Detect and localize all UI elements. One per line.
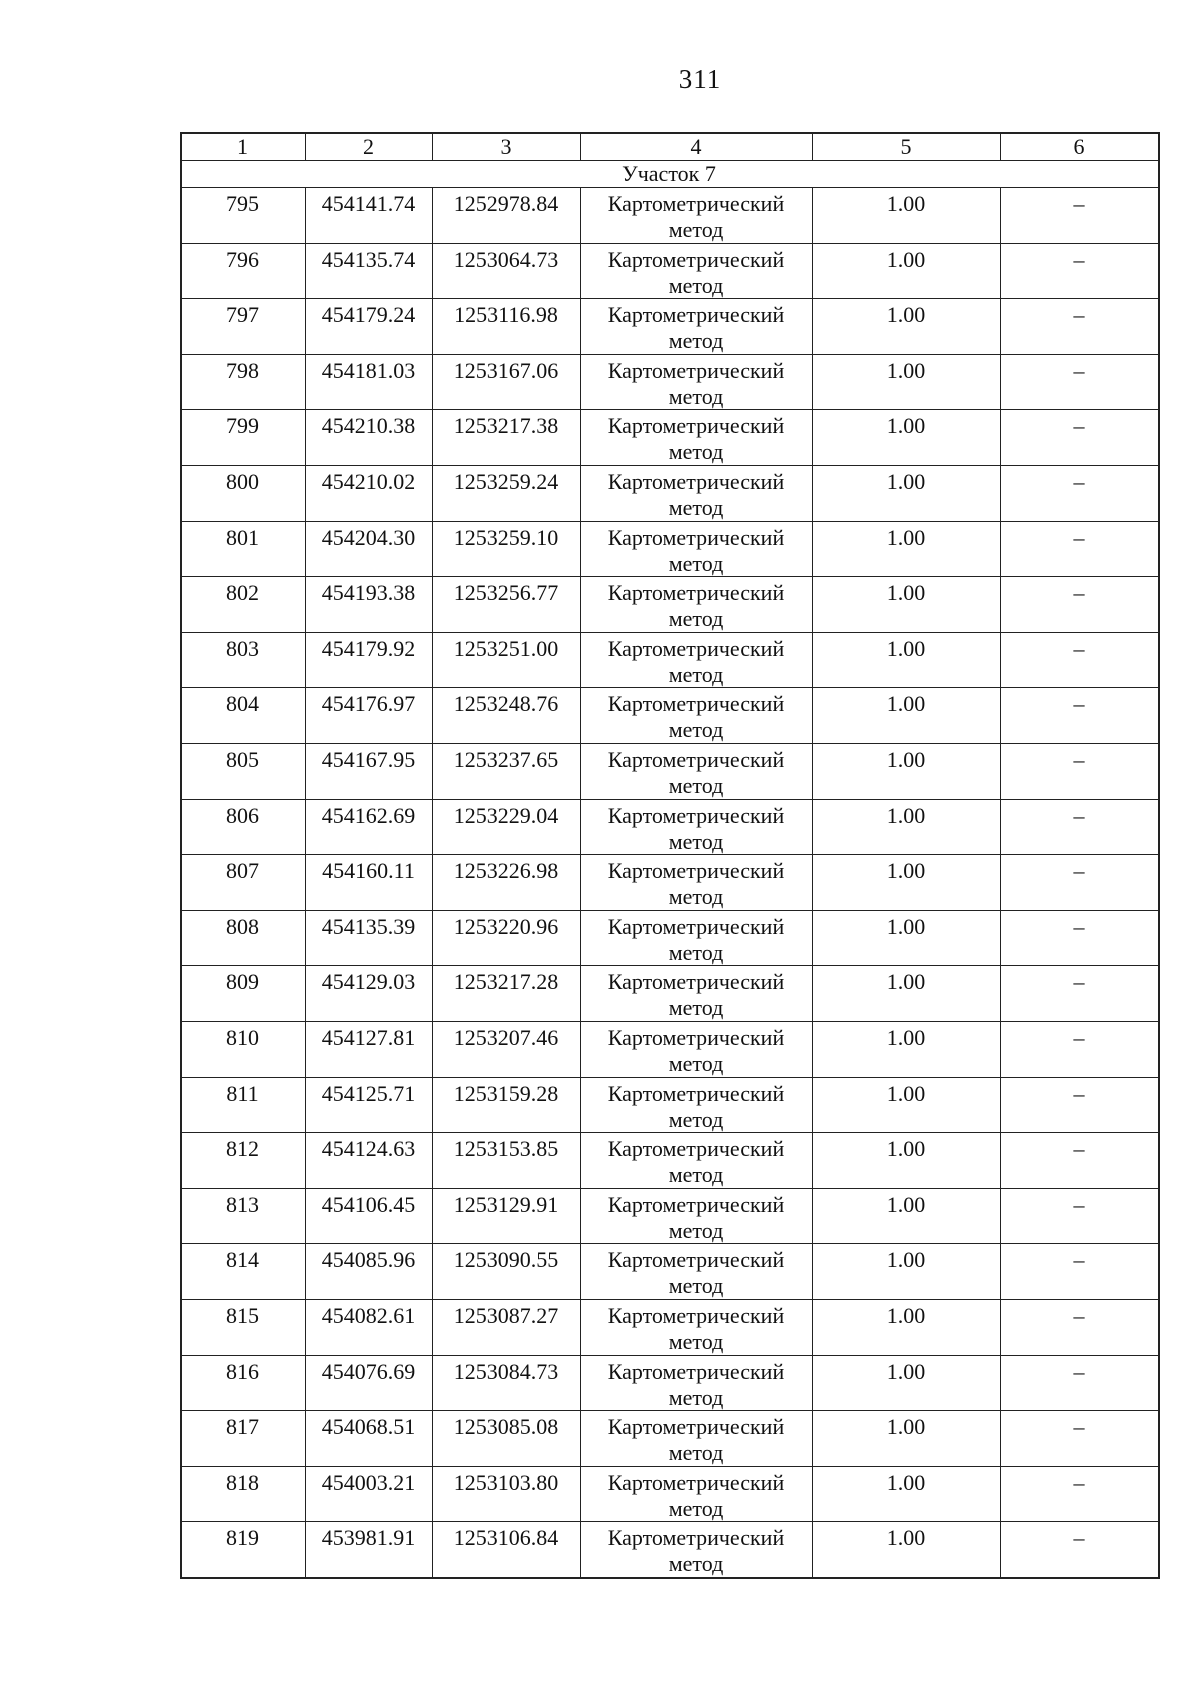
coord-y: 1253087.27 <box>453 1303 559 1328</box>
point-number: 809 <box>226 969 259 995</box>
column-header: 5 <box>900 134 912 159</box>
note-cell: – <box>1073 1191 1085 1217</box>
accuracy-cell: 1.00 <box>886 1191 926 1217</box>
method-cell: Картометрический <box>607 747 785 772</box>
accuracy-cell: 1.00 <box>886 1525 926 1551</box>
note-cell: – <box>1073 1136 1085 1162</box>
coord-y: 1253259.24 <box>453 469 559 494</box>
method-cell: Картометрический <box>607 246 785 272</box>
point-number: 806 <box>226 802 259 828</box>
row-divider <box>180 965 1158 966</box>
accuracy-cell: 1.00 <box>886 1247 926 1273</box>
point-number: 818 <box>226 1469 259 1495</box>
row-divider <box>180 1188 1158 1189</box>
method-cell: Картометрический <box>607 1358 785 1384</box>
method-cell-line2: метод <box>668 495 724 520</box>
coord-y: 1253226.98 <box>453 858 559 884</box>
coord-y: 1253217.28 <box>453 969 559 995</box>
method-cell-line2: метод <box>668 1051 724 1076</box>
coord-y: 1253229.04 <box>453 802 559 828</box>
note-cell: – <box>1073 969 1085 995</box>
row-divider <box>180 910 1158 911</box>
accuracy-cell: 1.00 <box>886 1136 926 1162</box>
coord-x: 454106.45 <box>321 1191 416 1217</box>
method-cell: Картометрический <box>607 357 785 383</box>
coord-x: 454135.74 <box>321 246 416 272</box>
method-cell-line2: метод <box>668 995 724 1021</box>
note-cell: – <box>1073 1247 1085 1273</box>
coord-x: 454085.96 <box>321 1247 416 1273</box>
coord-y: 1253084.73 <box>453 1358 559 1384</box>
accuracy-cell: 1.00 <box>886 524 926 550</box>
method-cell-line2: метод <box>668 272 724 298</box>
note-cell: – <box>1073 302 1085 328</box>
point-number: 795 <box>226 191 259 216</box>
coord-x: 454179.92 <box>321 635 416 661</box>
method-cell: Картометрический <box>607 969 785 995</box>
coord-y: 1253103.80 <box>453 1469 559 1495</box>
point-number: 808 <box>226 913 259 939</box>
method-cell: Картометрический <box>607 691 785 717</box>
coord-y: 1253237.65 <box>453 747 559 772</box>
coord-x: 454204.30 <box>321 524 416 550</box>
point-number: 810 <box>226 1025 259 1050</box>
accuracy-cell: 1.00 <box>886 246 926 272</box>
row-divider <box>180 1466 1158 1467</box>
coord-x: 454141.74 <box>321 191 416 216</box>
accuracy-cell: 1.00 <box>886 580 926 606</box>
row-divider <box>180 354 1158 355</box>
coord-x: 454179.24 <box>321 302 416 328</box>
coord-x: 454082.61 <box>321 1303 416 1328</box>
page-number: 311 <box>678 64 722 94</box>
note-cell: – <box>1073 580 1085 606</box>
point-number: 799 <box>226 413 259 439</box>
method-cell: Картометрический <box>607 1525 785 1551</box>
note-cell: – <box>1073 802 1085 828</box>
note-cell: – <box>1073 1303 1085 1328</box>
coord-y: 1253090.55 <box>453 1247 559 1273</box>
coord-x: 454167.95 <box>321 747 416 772</box>
accuracy-cell: 1.00 <box>886 747 926 772</box>
row-divider <box>180 576 1158 577</box>
column-header: 4 <box>690 134 702 159</box>
accuracy-cell: 1.00 <box>886 1358 926 1384</box>
coord-x: 454135.39 <box>321 913 416 939</box>
point-number: 813 <box>226 1191 259 1217</box>
method-cell: Картометрический <box>607 635 785 661</box>
accuracy-cell: 1.00 <box>886 913 926 939</box>
coord-x: 454127.81 <box>321 1025 416 1050</box>
method-cell-line2: метод <box>668 606 724 632</box>
coord-y: 1253106.84 <box>453 1525 559 1551</box>
point-number: 796 <box>226 246 259 272</box>
note-cell: – <box>1073 913 1085 939</box>
method-cell: Картометрический <box>607 1414 785 1440</box>
point-number: 807 <box>226 858 259 884</box>
coord-x: 454125.71 <box>321 1080 416 1106</box>
coord-x: 454068.51 <box>321 1414 416 1440</box>
coord-y: 1253251.00 <box>453 635 559 661</box>
note-cell: – <box>1073 858 1085 884</box>
row-divider <box>180 854 1158 855</box>
method-cell: Картометрический <box>607 413 785 439</box>
accuracy-cell: 1.00 <box>886 191 926 216</box>
note-cell: – <box>1073 635 1085 661</box>
point-number: 805 <box>226 747 259 772</box>
coord-y: 1253153.85 <box>453 1136 559 1162</box>
coord-y: 1253256.77 <box>453 580 559 606</box>
method-cell-line2: метод <box>668 1384 724 1410</box>
row-divider <box>180 1132 1158 1133</box>
coord-y: 1253159.28 <box>453 1080 559 1106</box>
coord-y: 1253217.38 <box>453 413 559 439</box>
point-number: 811 <box>226 1080 259 1106</box>
note-cell: – <box>1073 1080 1085 1106</box>
note-cell: – <box>1073 357 1085 383</box>
point-number: 800 <box>226 469 259 494</box>
method-cell: Картометрический <box>607 469 785 494</box>
method-cell-line2: метод <box>668 884 724 910</box>
note-cell: – <box>1073 1469 1085 1495</box>
accuracy-cell: 1.00 <box>886 1414 926 1440</box>
row-divider <box>180 1410 1158 1411</box>
method-cell-line2: метод <box>668 1162 724 1188</box>
method-cell: Картометрический <box>607 1080 785 1106</box>
note-cell: – <box>1073 1025 1085 1050</box>
point-number: 804 <box>226 691 259 717</box>
method-cell-line2: метод <box>668 1329 724 1354</box>
row-divider <box>180 799 1158 800</box>
method-cell-line2: метод <box>668 1273 724 1299</box>
point-number: 803 <box>226 635 259 661</box>
method-cell-line2: метод <box>668 1217 724 1243</box>
method-cell-line2: метод <box>668 383 724 409</box>
method-cell-line2: метод <box>668 550 724 576</box>
note-cell: – <box>1073 524 1085 550</box>
row-divider <box>180 1021 1158 1022</box>
method-cell-line2: метод <box>668 217 724 242</box>
method-cell: Картометрический <box>607 302 785 328</box>
section-title: Участок 7 <box>622 161 716 186</box>
note-cell: – <box>1073 1525 1085 1551</box>
column-header: 3 <box>500 134 512 159</box>
coord-x: 454003.21 <box>321 1469 416 1495</box>
method-cell-line2: метод <box>668 1106 724 1132</box>
accuracy-cell: 1.00 <box>886 413 926 439</box>
accuracy-cell: 1.00 <box>886 302 926 328</box>
coord-x: 454162.69 <box>321 802 416 828</box>
row-divider <box>180 1521 1158 1522</box>
accuracy-cell: 1.00 <box>886 691 926 717</box>
row-divider <box>180 743 1158 744</box>
method-cell: Картометрический <box>607 802 785 828</box>
point-number: 801 <box>226 524 259 550</box>
note-cell: – <box>1073 413 1085 439</box>
method-cell-line2: метод <box>668 661 724 687</box>
row-divider <box>180 632 1158 633</box>
point-number: 816 <box>226 1358 259 1384</box>
method-cell-line2: метод <box>668 939 724 965</box>
method-cell: Картометрический <box>607 858 785 884</box>
method-cell-line2: метод <box>668 1440 724 1466</box>
accuracy-cell: 1.00 <box>886 802 926 828</box>
method-cell: Картометрический <box>607 1303 785 1328</box>
method-cell-line2: метод <box>668 828 724 854</box>
coord-x: 454076.69 <box>321 1358 416 1384</box>
column-header: 2 <box>363 134 374 159</box>
method-cell-line2: метод <box>668 773 724 798</box>
accuracy-cell: 1.00 <box>886 469 926 494</box>
row-divider <box>180 521 1158 522</box>
accuracy-cell: 1.00 <box>886 357 926 383</box>
point-number: 812 <box>226 1136 259 1162</box>
note-cell: – <box>1073 191 1085 216</box>
accuracy-cell: 1.00 <box>886 858 926 884</box>
row-divider <box>180 465 1158 466</box>
table-border-right <box>1158 132 1160 1579</box>
method-cell-line2: метод <box>668 328 724 354</box>
row-divider <box>180 243 1158 244</box>
row-divider <box>180 409 1158 410</box>
note-cell: – <box>1073 246 1085 272</box>
accuracy-cell: 1.00 <box>886 1025 926 1050</box>
note-cell: – <box>1073 747 1085 772</box>
coord-x: 454193.38 <box>321 580 416 606</box>
coord-y: 1253116.98 <box>454 302 558 328</box>
method-cell: Картометрический <box>607 913 785 939</box>
row-divider <box>180 1355 1158 1356</box>
method-cell: Картометрический <box>607 1191 785 1217</box>
point-number: 798 <box>226 357 259 383</box>
coord-y: 1253207.46 <box>453 1025 559 1050</box>
column-header: 1 <box>237 134 248 159</box>
coord-x: 454210.02 <box>321 469 416 494</box>
point-number: 815 <box>226 1303 259 1328</box>
column-header: 6 <box>1073 134 1085 159</box>
row-divider <box>180 687 1158 688</box>
method-cell: Картометрический <box>607 524 785 550</box>
coord-x: 454210.38 <box>321 413 416 439</box>
note-cell: – <box>1073 1414 1085 1440</box>
coord-x: 454160.11 <box>322 858 415 884</box>
accuracy-cell: 1.00 <box>886 969 926 995</box>
row-divider <box>180 1077 1158 1078</box>
row-divider <box>180 1299 1158 1300</box>
accuracy-cell: 1.00 <box>886 635 926 661</box>
point-number: 819 <box>226 1525 259 1551</box>
coord-y: 1253220.96 <box>453 913 559 939</box>
method-cell: Картометрический <box>607 1136 785 1162</box>
method-cell-line2: метод <box>668 717 724 743</box>
coord-y: 1253085.08 <box>453 1414 559 1440</box>
method-cell: Картометрический <box>607 191 785 216</box>
note-cell: – <box>1073 1358 1085 1384</box>
method-cell: Картометрический <box>607 580 785 606</box>
coord-x: 454176.97 <box>321 691 416 717</box>
method-cell-line2: метод <box>668 1551 724 1577</box>
note-cell: – <box>1073 469 1085 494</box>
accuracy-cell: 1.00 <box>886 1080 926 1106</box>
row-divider <box>180 298 1158 299</box>
coord-y: 1253064.73 <box>453 246 559 272</box>
coord-y: 1253129.91 <box>453 1191 559 1217</box>
method-cell: Картометрический <box>607 1247 785 1273</box>
section-divider <box>180 187 1158 188</box>
coord-x: 453981.91 <box>321 1525 416 1551</box>
method-cell: Картометрический <box>607 1025 785 1050</box>
method-cell: Картометрический <box>607 1469 785 1495</box>
coord-x: 454129.03 <box>321 969 416 995</box>
coord-x: 454181.03 <box>321 357 416 383</box>
note-cell: – <box>1073 691 1085 717</box>
point-number: 797 <box>226 302 259 328</box>
method-cell-line2: метод <box>668 439 724 465</box>
point-number: 817 <box>226 1414 259 1440</box>
row-divider <box>180 1243 1158 1244</box>
coord-y: 1252978.84 <box>453 191 559 216</box>
coord-y: 1253259.10 <box>453 524 559 550</box>
point-number: 814 <box>226 1247 259 1273</box>
point-number: 802 <box>226 580 259 606</box>
coord-y: 1253167.06 <box>453 357 559 383</box>
accuracy-cell: 1.00 <box>886 1303 926 1328</box>
coord-y: 1253248.76 <box>453 691 559 717</box>
accuracy-cell: 1.00 <box>886 1469 926 1495</box>
coord-x: 454124.63 <box>321 1136 416 1162</box>
method-cell-line2: метод <box>668 1495 724 1521</box>
